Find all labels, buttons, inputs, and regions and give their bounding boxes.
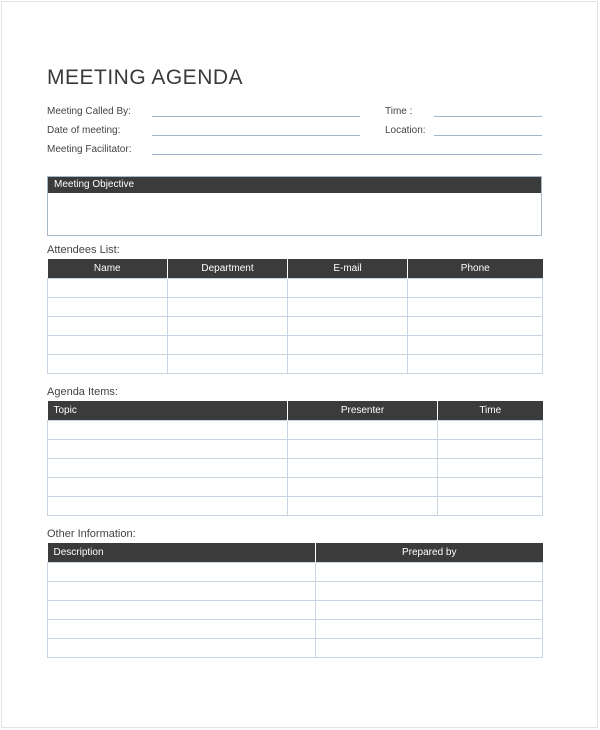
column-header-prepared-by: Prepared by bbox=[316, 543, 543, 563]
table-row bbox=[48, 298, 543, 317]
table-cell[interactable] bbox=[48, 620, 316, 639]
table-row bbox=[48, 336, 543, 355]
table-cell[interactable] bbox=[168, 279, 288, 298]
table-cell[interactable] bbox=[408, 298, 543, 317]
table-row bbox=[48, 497, 543, 516]
table-cell[interactable] bbox=[288, 459, 438, 478]
table-cell[interactable] bbox=[48, 639, 316, 658]
table-row bbox=[48, 355, 543, 374]
other-information-table bbox=[47, 543, 543, 658]
table-cell[interactable] bbox=[48, 497, 288, 516]
facilitator-field[interactable] bbox=[152, 154, 542, 155]
column-header-email: E-mail bbox=[288, 259, 408, 279]
column-header-topic: Topic bbox=[48, 401, 288, 421]
table-cell[interactable] bbox=[288, 279, 408, 298]
table-cell[interactable] bbox=[316, 639, 543, 658]
table-cell[interactable] bbox=[168, 355, 288, 374]
location-label: Location: bbox=[385, 125, 426, 136]
agenda-form-page bbox=[1, 1, 598, 728]
table-cell[interactable] bbox=[316, 563, 543, 582]
called-by-field[interactable] bbox=[152, 116, 360, 117]
agenda-items-label: Agenda Items: bbox=[47, 386, 118, 398]
table-row bbox=[48, 459, 543, 478]
called-by-label: Meeting Called By: bbox=[47, 106, 131, 117]
column-header-phone: Phone bbox=[408, 259, 543, 279]
table-cell[interactable] bbox=[408, 355, 543, 374]
agenda-table bbox=[47, 401, 543, 516]
table-cell[interactable] bbox=[48, 317, 168, 336]
table-cell[interactable] bbox=[438, 440, 543, 459]
table-cell[interactable] bbox=[288, 298, 408, 317]
table-row bbox=[48, 279, 543, 298]
time-label: Time : bbox=[385, 106, 413, 117]
table-cell[interactable] bbox=[408, 317, 543, 336]
table-cell[interactable] bbox=[48, 279, 168, 298]
table-row bbox=[48, 421, 543, 440]
table-cell[interactable] bbox=[48, 563, 316, 582]
table-cell[interactable] bbox=[408, 279, 543, 298]
table-cell[interactable] bbox=[288, 440, 438, 459]
table-cell[interactable] bbox=[48, 336, 168, 355]
table-cell[interactable] bbox=[48, 355, 168, 374]
table-row bbox=[48, 639, 543, 658]
page-title: MEETING AGENDA bbox=[47, 66, 244, 89]
table-cell[interactable] bbox=[48, 298, 168, 317]
table-cell[interactable] bbox=[288, 355, 408, 374]
objective-box[interactable] bbox=[47, 176, 542, 236]
table-cell[interactable] bbox=[288, 421, 438, 440]
table-cell[interactable] bbox=[438, 421, 543, 440]
table-cell[interactable] bbox=[48, 459, 288, 478]
attendees-table bbox=[47, 259, 543, 374]
attendees-label: Attendees List: bbox=[47, 244, 120, 256]
table-row bbox=[48, 582, 543, 601]
table-row bbox=[48, 317, 543, 336]
table-cell[interactable] bbox=[48, 421, 288, 440]
table-cell[interactable] bbox=[48, 582, 316, 601]
table-row bbox=[48, 620, 543, 639]
column-header-presenter: Presenter bbox=[288, 401, 438, 421]
table-cell[interactable] bbox=[316, 582, 543, 601]
table-row bbox=[48, 440, 543, 459]
table-cell[interactable] bbox=[48, 440, 288, 459]
table-cell[interactable] bbox=[438, 497, 543, 516]
table-cell[interactable] bbox=[438, 478, 543, 497]
column-header-department: Department bbox=[168, 259, 288, 279]
table-cell[interactable] bbox=[288, 336, 408, 355]
date-field[interactable] bbox=[152, 135, 360, 136]
table-cell[interactable] bbox=[168, 336, 288, 355]
table-cell[interactable] bbox=[168, 317, 288, 336]
table-cell[interactable] bbox=[48, 478, 288, 497]
column-header-time: Time bbox=[438, 401, 543, 421]
objective-header: Meeting Objective bbox=[48, 177, 541, 193]
table-cell[interactable] bbox=[288, 317, 408, 336]
time-field[interactable] bbox=[434, 116, 542, 117]
table-cell[interactable] bbox=[288, 478, 438, 497]
table-cell[interactable] bbox=[316, 601, 543, 620]
table-cell[interactable] bbox=[438, 459, 543, 478]
table-row bbox=[48, 478, 543, 497]
table-row bbox=[48, 601, 543, 620]
table-cell[interactable] bbox=[168, 298, 288, 317]
location-field[interactable] bbox=[434, 135, 542, 136]
column-header-name: Name bbox=[48, 259, 168, 279]
table-row bbox=[48, 563, 543, 582]
table-cell[interactable] bbox=[48, 601, 316, 620]
facilitator-label: Meeting Facilitator: bbox=[47, 144, 132, 155]
table-cell[interactable] bbox=[408, 336, 543, 355]
column-header-description: Description bbox=[48, 543, 316, 563]
table-cell[interactable] bbox=[288, 497, 438, 516]
table-cell[interactable] bbox=[316, 620, 543, 639]
date-label: Date of meeting: bbox=[47, 125, 121, 136]
other-information-label: Other Information: bbox=[47, 528, 136, 540]
